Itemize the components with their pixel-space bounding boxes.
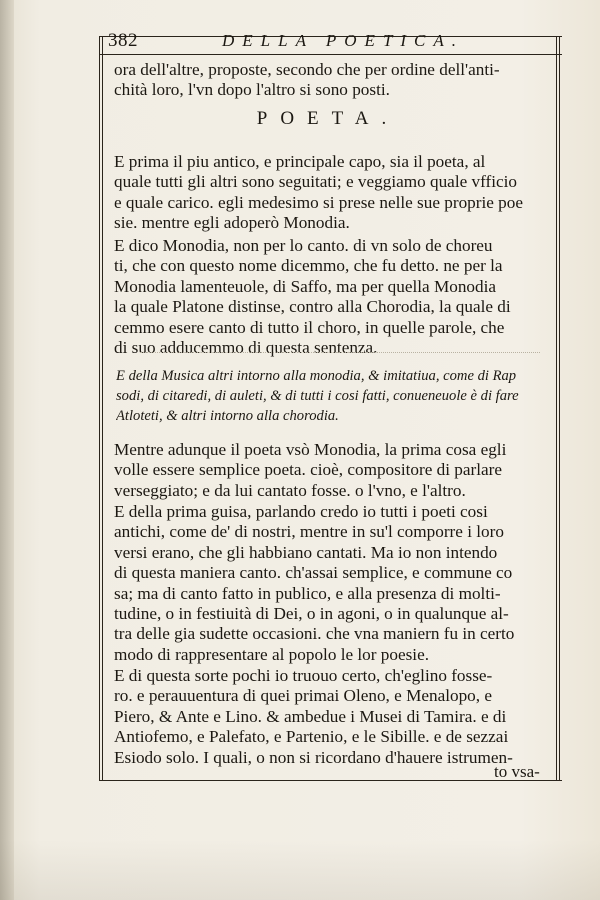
text-line: Atloteti, & altri intorno alla chorodia. [116,408,339,424]
text-line: Piero, & Ante e Lino. & ambedue i Musei di Tamira. e di [114,706,507,726]
top-continuation-text [114,60,554,101]
paragraph-5 [114,666,554,768]
section-heading: POETA. [256,108,400,129]
text-line: quale tutti gli altri sono seguitati; e veggiamo quale vfficio [114,172,518,192]
text-line: Monodia lamenteuole, di Saffo, ma per quella Monodia [114,276,497,296]
text-line: sodi, di citaredi, di auleti, & di tutti i cosi fatti, conueneuole è di fare [116,388,519,404]
text-line: sa; ma di canto fatto in publico, e alla presenza di molti- [114,583,501,603]
paragraph-3 [114,440,554,501]
text-line: Esiodo solo. I quali, o non si ricordano d'hauere istrumen- [114,747,513,767]
catchword: to vsa- [494,762,540,781]
right-frame-rule [556,36,560,780]
page-bottom-shade [0,840,600,900]
running-title: DELLA POETICA. [222,31,465,50]
running-header [100,28,550,54]
book-spine-shadow [0,0,14,900]
text-line: E della Musica altri intorno alla monodia, & imitatiua, come di Rap [116,368,517,384]
text-line: Mentre adunque il poeta vsò Monodia, la prima cosa egli [114,440,507,459]
text-line: volle essere semplice poeta. cioè, compositore di parlare [114,460,502,480]
text-line: di suo adducemmo di questa sentenza. [114,338,378,358]
paragraph-4 [114,502,554,665]
text-line: di questa maniera canto. ch'assai semplice, e commune co [114,563,513,583]
text-line: ora dell'altre, proposte, secondo che per ordine dell'anti- [114,60,500,79]
text-line: E di questa sorte pochi io truouo certo, ch'eglino fosse- [114,666,493,685]
italic-note [116,366,556,426]
text-line: verseggiato; e da lui cantato fosse. o l'vno, e l'altro. [114,480,466,500]
bottom-frame-rule [99,780,562,781]
text-line: antichi, come de' di nostri, mentre in su'l comporre i loro [114,522,504,542]
text-line: cemmo esere canto di tutto il choro, in quelle parole, che [114,317,505,337]
text-line: versi erano, che gli habbiano cantati. Ma io non intendo [114,542,498,562]
page-number: 382 [108,30,138,51]
paragraph-1 [114,152,554,234]
text-line: E della prima guisa, parlando credo io tutti i poeti cosi [114,502,488,521]
text-line: modo di rappresentare al popolo le lor poesie. [114,644,430,664]
text-line: sie. mentre egli adoperò Monodia. [114,213,350,233]
text-line: chità loro, l'vn dopo l'altro si sono posti. [114,80,390,100]
left-frame-rule [99,36,103,780]
text-line: e quale carico. egli medesimo si prese nelle sue proprie poe [114,192,524,212]
text-line: tra delle gia sudette occasioni. che vna maniern fu in certo [114,624,515,644]
text-line: E dico Monodia, non per lo canto. di vn solo de choreu [114,236,493,255]
text-line: tudine, o in festiuità di Dei, o in agoni, o in qualunque al- [114,604,509,624]
text-line: Antiofemo, e Palefato, e Partenio, e le Sibille. e de sezzai [114,727,509,747]
paragraph-2 [114,236,554,358]
text-line: la quale Platone distinse, contro alla Chorodia, la quale di [114,297,511,317]
faint-divider [140,346,540,353]
text-line: ti, che con questo nome dicemmo, che fu detto. ne per la [114,256,503,276]
header-underline-rule [99,54,562,55]
text-line: E prima il piu antico, e principale capo, sia il poeta, al [114,152,486,171]
text-line: ro. e perauuentura di quei primai Oleno, e Menalopo, e [114,686,492,706]
